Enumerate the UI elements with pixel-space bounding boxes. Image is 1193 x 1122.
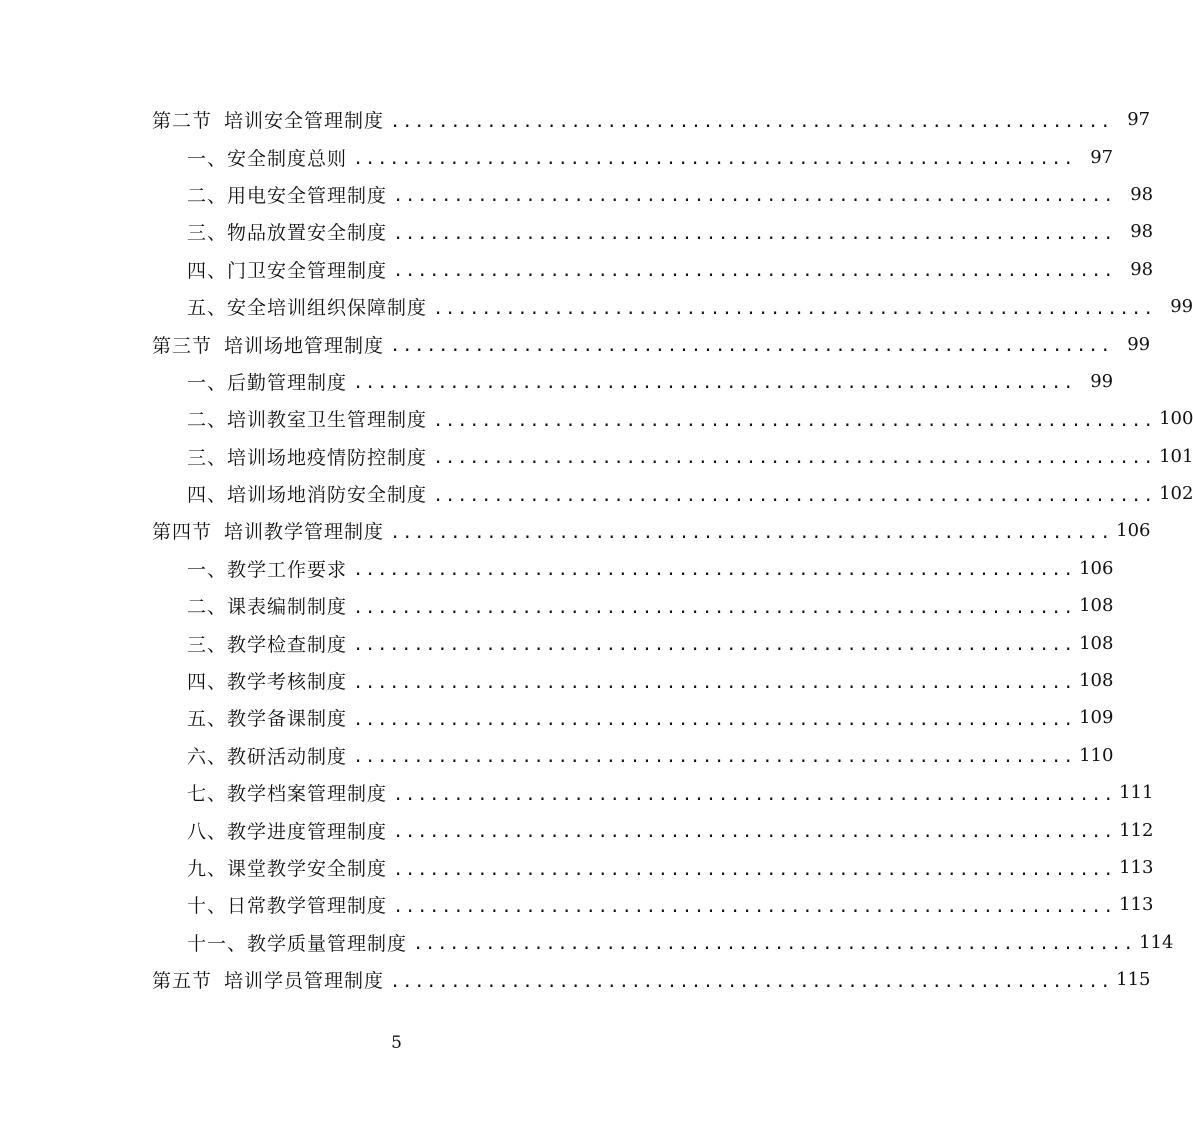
- toc-entry-title: [187, 929, 407, 956]
- toc-entry-label: 二、培训教室卫生管理制度: [187, 409, 428, 432]
- toc-entry-label: 一、教学工作要求: [187, 558, 348, 581]
- toc-section-entry[interactable]: [0, 325, 1151, 362]
- table-of-contents: [0, 101, 1193, 998]
- toc-entry-label: 八、教学进度管理制度: [187, 820, 388, 843]
- toc-subsection-entry[interactable]: [0, 251, 1154, 288]
- toc-section-entry[interactable]: [0, 961, 1151, 998]
- toc-section-entry[interactable]: [0, 512, 1151, 549]
- dot-leader: ............................................................: [353, 747, 1076, 768]
- toc-entry-label: 六、教研活动制度: [187, 745, 348, 768]
- dot-leader: ............................................................: [393, 859, 1116, 880]
- dot-leader: ............................................................: [393, 261, 1116, 282]
- toc-page-number: 114: [1139, 931, 1174, 953]
- dot-leader: ............................................................: [413, 934, 1136, 955]
- dot-leader: ............................................................: [393, 822, 1116, 843]
- toc-subsection-entry[interactable]: [0, 587, 1114, 624]
- toc-entry-title: [187, 368, 347, 395]
- toc-entry-label: 十一、教学质量管理制度: [187, 932, 408, 955]
- toc-entry-title: [187, 218, 387, 245]
- toc-subsection-entry[interactable]: [0, 662, 1114, 699]
- toc-entry-title: [187, 293, 427, 320]
- toc-subsection-entry[interactable]: [0, 288, 1193, 325]
- toc-page-number: 97: [1090, 146, 1114, 168]
- toc-entry-label: 二、用电安全管理制度: [187, 184, 388, 207]
- toc-entry-label: 培训场地管理制度: [224, 334, 385, 357]
- toc-page-number: 102: [1159, 483, 1193, 505]
- toc-page-number: 98: [1130, 258, 1154, 280]
- toc-entry-label: 一、后勤管理制度: [187, 371, 348, 394]
- toc-entry-title: [187, 555, 347, 582]
- toc-subsection-entry[interactable]: [0, 213, 1154, 250]
- toc-subsection-entry[interactable]: [0, 774, 1154, 811]
- dot-leader: ............................................................: [390, 971, 1113, 992]
- toc-entry-label: 七、教学档案管理制度: [187, 783, 388, 806]
- toc-entry-title: [187, 144, 347, 171]
- dot-leader: ............................................................: [353, 672, 1076, 693]
- dot-leader: ............................................................: [393, 223, 1116, 244]
- toc-page-number: 115: [1116, 969, 1151, 991]
- toc-subsection-entry[interactable]: [0, 400, 1193, 437]
- dot-leader: ............................................................: [390, 522, 1113, 543]
- toc-entry-label: 三、培训场地疫情防控制度: [187, 446, 428, 469]
- toc-entry-title: [187, 592, 347, 619]
- toc-page-number: 99: [1127, 333, 1151, 355]
- dot-leader: ............................................................: [393, 186, 1116, 207]
- toc-page-number: 108: [1079, 595, 1114, 617]
- dot-leader: ............................................................: [353, 373, 1076, 394]
- toc-page-number: 106: [1116, 520, 1151, 542]
- dot-leader: ............................................................: [433, 485, 1156, 506]
- toc-section-number: 第四节: [152, 521, 213, 544]
- toc-entry-title: [152, 517, 384, 544]
- toc-page-number: 106: [1079, 557, 1114, 579]
- toc-page-number: 108: [1079, 632, 1114, 654]
- toc-subsection-entry[interactable]: [0, 737, 1114, 774]
- toc-page-number: 111: [1119, 782, 1154, 804]
- toc-subsection-entry[interactable]: [0, 475, 1193, 512]
- toc-subsection-entry[interactable]: [0, 363, 1114, 400]
- dot-leader: ............................................................: [433, 448, 1156, 469]
- toc-entry-title: [152, 106, 384, 133]
- toc-entry-title: [187, 854, 387, 881]
- toc-subsection-entry[interactable]: [0, 886, 1154, 923]
- toc-subsection-entry[interactable]: [0, 624, 1114, 661]
- toc-entry-title: [187, 405, 427, 432]
- toc-entry-label: 培训教学管理制度: [224, 521, 385, 544]
- toc-entry-title: [187, 443, 427, 470]
- toc-entry-title: [187, 630, 347, 657]
- toc-page-number: 98: [1130, 183, 1154, 205]
- dot-leader: ............................................................: [393, 784, 1116, 805]
- toc-entry-label: 培训学员管理制度: [224, 970, 385, 993]
- dot-leader: ............................................................: [353, 560, 1076, 581]
- toc-entry-title: [187, 181, 387, 208]
- toc-page-number: 100: [1159, 408, 1193, 430]
- toc-section-number: 第五节: [152, 970, 213, 993]
- toc-entry-label: 四、门卫安全管理制度: [187, 259, 388, 282]
- toc-entry-label: 二、课表编制制度: [187, 596, 348, 619]
- toc-entry-title: [187, 779, 387, 806]
- toc-subsection-entry[interactable]: [0, 699, 1114, 736]
- toc-subsection-entry[interactable]: [0, 550, 1114, 587]
- dot-leader: ............................................................: [353, 149, 1076, 170]
- toc-entry-label: 三、教学检查制度: [187, 633, 348, 656]
- toc-subsection-entry[interactable]: [0, 438, 1193, 475]
- toc-page-number: 97: [1127, 109, 1151, 131]
- toc-section-entry[interactable]: [0, 101, 1151, 138]
- toc-entry-label: 培训安全管理制度: [224, 110, 385, 133]
- toc-subsection-entry[interactable]: [0, 811, 1154, 848]
- toc-subsection-entry[interactable]: [0, 924, 1174, 961]
- toc-page-number: 113: [1119, 894, 1154, 916]
- toc-page-number: 99: [1170, 296, 1193, 318]
- toc-section-number: 第二节: [152, 110, 213, 133]
- toc-entry-label: 一、安全制度总则: [187, 147, 348, 170]
- toc-entry-title: [187, 667, 347, 694]
- toc-page-number: 109: [1079, 707, 1114, 729]
- toc-entry-label: 三、物品放置安全制度: [187, 222, 388, 245]
- dot-leader: ............................................................: [353, 635, 1076, 656]
- toc-entry-label: 十、日常教学管理制度: [187, 895, 388, 918]
- toc-page-number: 101: [1159, 445, 1193, 467]
- toc-entry-title: [152, 966, 384, 993]
- toc-entry-title: [187, 480, 427, 507]
- toc-page-number: 98: [1130, 221, 1154, 243]
- toc-page-number: 99: [1090, 370, 1114, 392]
- dot-leader: ............................................................: [390, 111, 1113, 132]
- toc-page-number: 108: [1079, 670, 1114, 692]
- toc-subsection-entry[interactable]: [0, 138, 1114, 175]
- toc-page-number: 113: [1119, 857, 1154, 878]
- toc-entry-label: 四、培训场地消防安全制度: [187, 484, 428, 507]
- toc-entry-title: [187, 742, 347, 769]
- toc-subsection-entry[interactable]: [0, 176, 1154, 213]
- page-number-footer: 5: [391, 1033, 402, 1053]
- toc-entry-title: [187, 817, 387, 844]
- dot-leader: ............................................................: [353, 709, 1076, 730]
- dot-leader: ............................................................: [393, 896, 1116, 917]
- toc-entry-title: [187, 256, 387, 283]
- toc-section-number: 第三节: [152, 334, 213, 357]
- toc-entry-label: 五、教学备课制度: [187, 708, 348, 731]
- dot-leader: ............................................................: [433, 298, 1156, 319]
- dot-leader: ............................................................: [433, 410, 1156, 431]
- dot-leader: ............................................................: [353, 597, 1076, 618]
- toc-entry-title: [152, 331, 384, 358]
- toc-entry-title: [187, 704, 347, 731]
- toc-entry-label: 九、课堂教学安全制度: [187, 858, 388, 880]
- toc-subsection-entry[interactable]: [0, 849, 1154, 886]
- toc-page-number: 110: [1079, 744, 1114, 766]
- toc-page-number: 112: [1119, 819, 1154, 841]
- toc-entry-title: [187, 891, 387, 918]
- toc-entry-label: 五、安全培训组织保障制度: [187, 297, 428, 320]
- dot-leader: ............................................................: [390, 336, 1113, 357]
- toc-entry-label: 四、教学考核制度: [187, 671, 348, 694]
